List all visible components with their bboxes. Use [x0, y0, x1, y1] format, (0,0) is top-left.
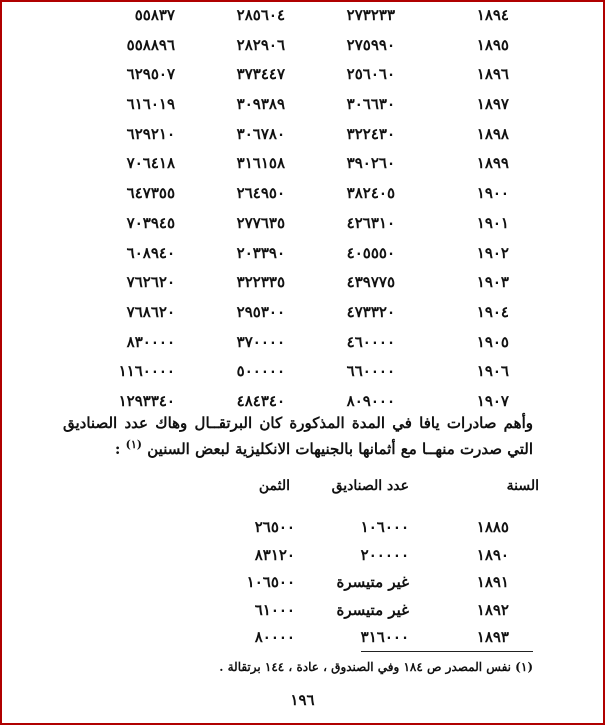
year-cell: ١٩٠١ — [476, 213, 509, 232]
table-row — [0, 125, 605, 155]
year-cell: ١٨٩٦ — [476, 65, 509, 84]
table-row — [0, 154, 605, 184]
table-row — [0, 184, 605, 214]
value-cell-b: ٢٨٥٦٠٤ — [236, 6, 285, 24]
year-cell: ١٩٠٥ — [476, 332, 509, 351]
year-cell: ١٩٠٧ — [476, 391, 509, 410]
header-boxes: عدد الصناديق — [331, 478, 409, 494]
value-cell-a: ٦٦٠٠٠٠ — [346, 362, 395, 381]
year-cell: ١٨٩٣ — [476, 628, 509, 646]
year-cell: ١٨٩٧ — [476, 95, 509, 114]
table-row — [0, 65, 605, 95]
value-cell-c: ٨٣٠٠٠٠ — [126, 332, 175, 351]
year-cell: ١٨٩٩ — [476, 154, 509, 173]
value-cell-b: ٢٨٢٩٠٦ — [236, 35, 285, 54]
value-cell-b: ٢٦٤٩٥٠ — [236, 184, 285, 203]
page-number: ١٩٦ — [290, 691, 315, 709]
price-cell: ١٠٦٥٠٠ — [246, 573, 295, 591]
value-cell-c: ٦١٦٠١٩ — [126, 95, 175, 114]
boxes-cell: ٣١٦٠٠٠ — [360, 628, 409, 646]
year-cell: ١٩٠٣ — [476, 273, 509, 292]
table-row — [0, 362, 605, 392]
year-cell: ١٩٠٢ — [476, 243, 509, 262]
value-cell-c: ٥٥٨٣٧ — [134, 6, 175, 24]
exports-table — [0, 6, 605, 422]
table-row — [0, 544, 605, 572]
footnote-rule — [361, 651, 533, 652]
table-row — [0, 599, 605, 627]
value-cell-b: ٣٧٠٠٠٠ — [236, 332, 285, 351]
paragraph-text: وأهم صادرات يافا في المدة المذكورة كان البرتقــال وهاك عدد الصناديق التي صدرت منهــا مع أثمانها بالجنيهات الانكليزية لبعض السنين — [63, 414, 533, 458]
header-price: الثمن — [258, 478, 290, 494]
price-cell: ٢٦٥٠٠ — [254, 518, 295, 536]
value-cell-b: ٣٧٣٤٤٧ — [236, 65, 285, 84]
value-cell-b: ٣٠٦٧٨٠ — [236, 124, 285, 143]
year-cell: ١٨٨٥ — [476, 518, 509, 536]
value-cell-b: ٢٩٥٣٠٠ — [236, 302, 285, 321]
value-cell-c: ٦٤٧٣٥٥ — [126, 184, 175, 203]
table-row — [0, 303, 605, 333]
value-cell-b: ٣٠٩٣٨٩ — [236, 95, 285, 114]
body-paragraph — [63, 412, 533, 460]
price-cell: ٨٣١٢٠ — [254, 545, 295, 564]
value-cell-a: ٣٠٦٦٣٠ — [346, 95, 395, 114]
value-cell-a: ٢٥٦٠٦٠ — [346, 65, 395, 84]
value-cell-b: ٤٨٤٣٤٠ — [236, 391, 285, 410]
year-cell: ١٩٠٦ — [476, 362, 509, 381]
footnote: (١) نفس المصدر ص ١٨٤ وفي الصندوق ، عادة ، ١٤٤ برتقالة . — [219, 660, 533, 674]
value-cell-a: ٣٢٢٤٣٠ — [346, 124, 395, 143]
value-cell-a: ٤٦٠٠٠٠ — [346, 332, 395, 351]
value-cell-c: ٦٢٩٢١٠ — [126, 124, 175, 143]
value-cell-a: ٢٧٥٩٩٠ — [346, 35, 395, 54]
table-row — [0, 273, 605, 303]
year-cell: ١٨٩١ — [476, 573, 509, 591]
paragraph-tail: : — [114, 440, 126, 458]
value-cell-a: ٣٨٢٤٠٥ — [346, 184, 395, 203]
year-cell: ١٩٠٤ — [476, 302, 509, 321]
value-cell-c: ٧٠٣٩٤٥ — [126, 213, 175, 232]
boxes-cell: غير متيسرة — [336, 600, 409, 619]
value-cell-c: ٥٥٨٨٩٦ — [126, 35, 175, 54]
value-cell-a: ٤٣٩٧٧٥ — [346, 273, 395, 292]
value-cell-b: ٣٢٢٣٣٥ — [236, 273, 285, 292]
price-cell: ٦١٠٠٠ — [254, 600, 295, 619]
value-cell-c: ١١٦٠٠٠٠ — [118, 362, 175, 381]
year-cell: ١٨٩٥ — [476, 35, 509, 54]
value-cell-c: ٦٢٩٥٠٧ — [126, 65, 175, 84]
boxes-cell: ١٠٦٠٠٠ — [360, 518, 409, 536]
value-cell-c: ١٢٩٣٣٤٠ — [118, 391, 175, 410]
table-row — [0, 6, 605, 36]
boxes-cell: غير متيسرة — [336, 573, 409, 591]
price-cell: ٨٠٠٠٠ — [254, 628, 295, 646]
value-cell-b: ٢٠٣٣٩٠ — [236, 243, 285, 262]
header-year: السنة — [506, 478, 539, 494]
value-cell-a: ٢٧٣٢٣٣ — [346, 6, 395, 24]
value-cell-b: ٣١٦١٥٨ — [236, 154, 285, 173]
year-cell: ١٨٩٢ — [476, 600, 509, 619]
value-cell-a: ٨٠٩٠٠٠ — [346, 391, 395, 410]
table-row — [0, 333, 605, 363]
table-row — [0, 626, 605, 654]
year-cell: ١٨٩٠ — [476, 545, 509, 564]
boxes-cell: ٢٠٠٠٠٠ — [360, 545, 409, 564]
table-row — [0, 36, 605, 66]
year-cell: ١٨٩٤ — [476, 6, 509, 24]
value-cell-b: ٥٠٠٠٠٠ — [236, 362, 285, 381]
table-row — [0, 244, 605, 274]
orange-table-body — [0, 516, 605, 654]
value-cell-a: ٤٠٥٥٥٠ — [346, 243, 395, 262]
value-cell-a: ٣٩٠٢٦٠ — [346, 154, 395, 173]
value-cell-a: ٤٧٣٣٢٠ — [346, 302, 395, 321]
table-row — [0, 571, 605, 599]
value-cell-c: ٧٦٢٦٢٠ — [126, 273, 175, 292]
value-cell-b: ٢٧٧٦٣٥ — [236, 213, 285, 232]
table-row — [0, 214, 605, 244]
year-cell: ١٨٩٨ — [476, 124, 509, 143]
orange-exports-table — [0, 478, 605, 654]
table-row — [0, 516, 605, 544]
value-cell-a: ٤٢٦٣١٠ — [346, 213, 395, 232]
footnote-reference: (١) — [125, 438, 143, 451]
value-cell-c: ٧٠٦٤١٨ — [126, 154, 175, 173]
table-row — [0, 95, 605, 125]
value-cell-c: ٦٠٨٩٤٠ — [126, 243, 175, 262]
orange-table-header — [0, 478, 605, 508]
year-cell: ١٩٠٠ — [476, 184, 509, 203]
value-cell-c: ٧٦٨٦٢٠ — [126, 302, 175, 321]
